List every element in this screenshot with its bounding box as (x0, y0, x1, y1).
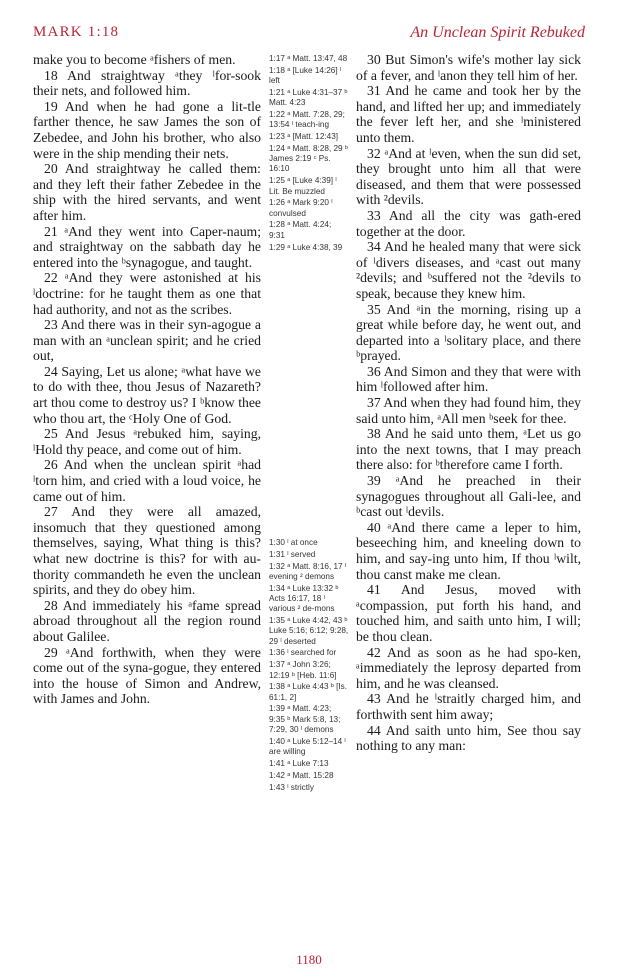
cross-reference: 1:40 ᵃ Luke 5:12–14 ˡ are willing (269, 736, 346, 757)
cross-reference: 1:23 ᵃ [Matt. 12:43] (269, 132, 339, 142)
verse-paragraph (33, 645, 261, 707)
verse-number: 36 (367, 363, 381, 379)
verse-paragraph (33, 68, 261, 99)
verse-text: And he came and took her by the hand, and lifted her up; and immediately the fever left her, and she ˡministered unto them. (356, 83, 581, 145)
verse-paragraph (356, 645, 581, 692)
verse-paragraph (356, 302, 581, 364)
right-text-column (356, 52, 581, 754)
verse-number: 26 (44, 457, 58, 473)
cross-reference: 1:37 ᵃ John 3:26; 12:19 ᵇ [Heb. 11:6] (269, 660, 337, 680)
verse-number: 43 (367, 691, 381, 707)
verse-number: 20 (44, 161, 58, 177)
cross-reference: 1:39 ᵃ Matt. 4:23; 9:35 ᵇ Mark 5:8, 13; 7:29, 30 ˡ demons (269, 704, 341, 735)
verse-text: And when he had gone a lit-tle farther thence, he saw James the son of Zebedee, and John his brother, who also were in the ship mending their nets. (33, 98, 262, 161)
verse-text: ᵃAnd they were astonished at his ˡdoctrine: for he taught them as one that had authority, and not as the scribes. (33, 270, 262, 317)
cross-reference: 1:38 ᵃ Luke 4:43 ᵇ [Is. 61:1, 2] (269, 682, 348, 702)
cross-reference: 1:42 ᵃ Matt. 15:28 (269, 770, 334, 780)
verse-number: 35 (367, 301, 381, 317)
verse-number: 37 (367, 395, 381, 411)
verse-text: And all the city was gath-ered together at the door. (356, 207, 581, 239)
section-title: An Unclean Spirit Rebuked (410, 24, 585, 41)
verse-number: 19 (44, 98, 58, 114)
cross-reference: 1:25 ᵃ [Luke 4:39] ˡ Lit. Be muzzled (269, 176, 337, 196)
verse-text: And ᵃin the morning, rising up a great while before day, he went out, and departed into a ˡsolitary place, and there ᵇprayed. (356, 301, 581, 364)
verse-paragraph (33, 317, 261, 364)
cross-reference: 1:41 ᵃ Luke 7:13 (269, 758, 329, 768)
verse-paragraph (33, 224, 261, 271)
verse-number: 28 (44, 597, 58, 613)
verse-text: And straightway ᵃthey ˡfor-sook their nets, and followed him. (33, 67, 261, 99)
verse-number: 40 (367, 519, 381, 535)
verse-text: And there was in their syn-agogue a man with an ᵃunclean spirit; and he cried out, (33, 317, 261, 364)
verse-number: 32 (367, 145, 381, 161)
cross-reference: 1:35 ᵃ Luke 4:42, 43 ᵇ Luke 5:16; 6:12; 9:28, 29 ˡ deserted (269, 616, 349, 646)
verse-paragraph (33, 364, 261, 426)
cross-reference: 1:31 ˡ served (269, 549, 316, 559)
verse-text: Saying, Let us alone; ᵃwhat have we to do with thee, thou Jesus of Nazareth? art thou come to destroy us? I ᵇknow thee who thou art, the ᶜHoly One of God. (33, 363, 261, 426)
verse-paragraph (33, 270, 261, 317)
cross-reference: 1:43 ˡ strictly (269, 782, 314, 792)
verse-text: ᵃAnd at ˡeven, when the sun did set, they brought unto him all that were diseased, and them that were possessed with ²devils. (356, 145, 581, 208)
verse-paragraph (33, 457, 261, 504)
verse-number: 38 (367, 426, 381, 442)
cross-reference: 1:28 ᵃ Matt. 4:24; 9:31 (269, 220, 332, 240)
verse-number: 22 (44, 270, 58, 286)
verse-number: 41 (367, 582, 381, 598)
cross-reference: 1:30 ˡ at once (269, 538, 318, 547)
verse-text: But Simon's wife's mother lay sick of a fever, and ˡanon they tell him of her. (356, 52, 581, 83)
verse-paragraph (33, 52, 261, 68)
verse-number: 18 (44, 67, 58, 83)
verse-paragraph (356, 239, 581, 301)
verse-number: 31 (367, 83, 381, 99)
cross-reference: 1:18 ᵃ [Luke 14:26] ˡ left (269, 65, 342, 86)
verse-number: 27 (44, 504, 58, 520)
verse-text: And immediately his ᵃfame spread abroad throughout all the region round about Galilee. (33, 597, 261, 644)
cross-reference: 1:29 ᵃ Luke 4:38, 39 (269, 242, 343, 252)
cross-reference: 1:34 ᵃ Luke 13:32 ᵇ Acts 16:17, 18 ˡ various ² de-mons (269, 583, 339, 614)
verse-text: ᵃAnd there came a leper to him, beseeching him, and kneeling down to him, and say-ing unto him, If thou ˡwilt, thou canst make me clean. (356, 519, 581, 582)
verse-paragraph (356, 520, 581, 582)
verse-text: And as soon as he had spo-ken, ᵃimmediately the leprosy departed from him, and he was cleansed. (356, 644, 581, 691)
verse-number: 33 (367, 207, 381, 223)
cross-references-top (269, 54, 349, 254)
verse-text: And he healed many that were sick of ˡdivers diseases, and ᵃcast out many ²devils; and ᵇsuffered not the ²devils to speak, because they knew him. (356, 239, 581, 301)
verse-text: And he ˡstraitly charged him, and forthwith sent him away; (356, 691, 581, 722)
verse-paragraph (356, 83, 581, 145)
verse-paragraph (356, 208, 581, 239)
verse-text: And Jesus ᵃrebuked him, saying, ˡHold thy peace, and come out of him. (33, 426, 262, 457)
page-number: 1180 (296, 952, 322, 967)
verse-paragraph (356, 426, 581, 473)
left-text-column (33, 52, 261, 707)
cross-reference: 1:17 ᵃ Matt. 13:47, 48 (269, 54, 348, 63)
verse-text: And straightway he called them: and they left their father Zebedee in the ship with the hired servants, and went after him. (33, 161, 261, 223)
verse-text: ᵃAnd he preached in their synagogues throughout all Gali-lee, and ᵇcast out ˡdevils. (356, 473, 582, 520)
verse-number: 24 (44, 363, 58, 379)
verse-number: 23 (44, 317, 58, 333)
verse-number: 30 (367, 52, 381, 67)
verse-paragraph (33, 99, 261, 161)
verse-paragraph (356, 364, 581, 395)
verse-number: 21 (44, 223, 58, 239)
verse-text: And when they had found him, they said unto him, ᵃAll men ᵇseek for thee. (356, 395, 581, 426)
verse-paragraph (356, 52, 581, 83)
cross-reference: 1:36 ˡ searched for (269, 648, 337, 658)
verse-text: And he said unto them, ᵃLet us go into the next towns, that I may preach there also: for ᵇtherefore came I forth. (356, 426, 581, 473)
cross-references-bottom (269, 538, 349, 794)
verse-paragraph (356, 723, 581, 754)
cross-reference: 1:22 ᵃ Matt. 7:28, 29; 13:54 ˡ teach-ing (269, 109, 345, 130)
verse-number: 42 (367, 644, 381, 660)
verse-paragraph (33, 504, 261, 598)
cross-reference: 1:26 ᵃ Mark 9:20 ˡ convulsed (269, 198, 333, 218)
verse-paragraph (356, 582, 581, 644)
verse-paragraph (356, 146, 581, 208)
verse-number: 25 (44, 426, 58, 442)
verse-text: And Simon and they that were with him ˡfollowed after him. (356, 363, 582, 395)
verse-number: 29 (44, 644, 58, 660)
verse-paragraph (33, 161, 261, 223)
verse-paragraph (356, 473, 581, 520)
verse-text: And Jesus, moved with ᵃcompassion, put forth his hand, and touched him, and saith unto him, I will; be thou clean. (356, 582, 581, 644)
verse-text: ᵃAnd they went into Caper-naum; and straightway on the sabbath day he entered into the ᵇsynagogue, and taught. (33, 223, 261, 270)
verse-text: And when the unclean spirit ᵃhad ˡtorn him, and cried with a loud voice, he came out of him. (33, 457, 261, 504)
cross-reference: 1:24 ᵃ Matt. 8:28, 29 ᵇ James 2:19 ᶜ Ps. 16:10 (269, 143, 348, 174)
chapter-verse-heading: MARK 1:18 (33, 24, 120, 40)
verse-paragraph (356, 395, 581, 426)
verse-text: make you to become ᵃfishers of men. (33, 52, 236, 67)
cross-reference: 1:32 ᵃ Matt. 8:16, 17 ˡ evening ² demons (269, 561, 347, 581)
verse-text: And saith unto him, See thou say nothing to any man: (356, 722, 581, 754)
verse-number: 44 (367, 722, 381, 738)
verse-number: 34 (367, 239, 381, 255)
verse-paragraph (33, 426, 261, 457)
verse-number: 39 (367, 473, 381, 489)
verse-paragraph (356, 691, 581, 722)
verse-paragraph (33, 598, 261, 645)
cross-reference: 1:21 ᵃ Luke 4:31–37 ᵇ Matt. 4:23 (269, 87, 348, 108)
verse-text: ᵃAnd forthwith, when they were come out of the syna-gogue, they entered into the house of Simon and Andrew, with James and John. (33, 644, 262, 707)
verse-text: And they were all amazed, insomuch that they questioned among themselves, saying, What thing is this? what new doctrine is this? for with au-thority commandeth he even the unclean spirits, and they do obey him. (33, 504, 262, 598)
